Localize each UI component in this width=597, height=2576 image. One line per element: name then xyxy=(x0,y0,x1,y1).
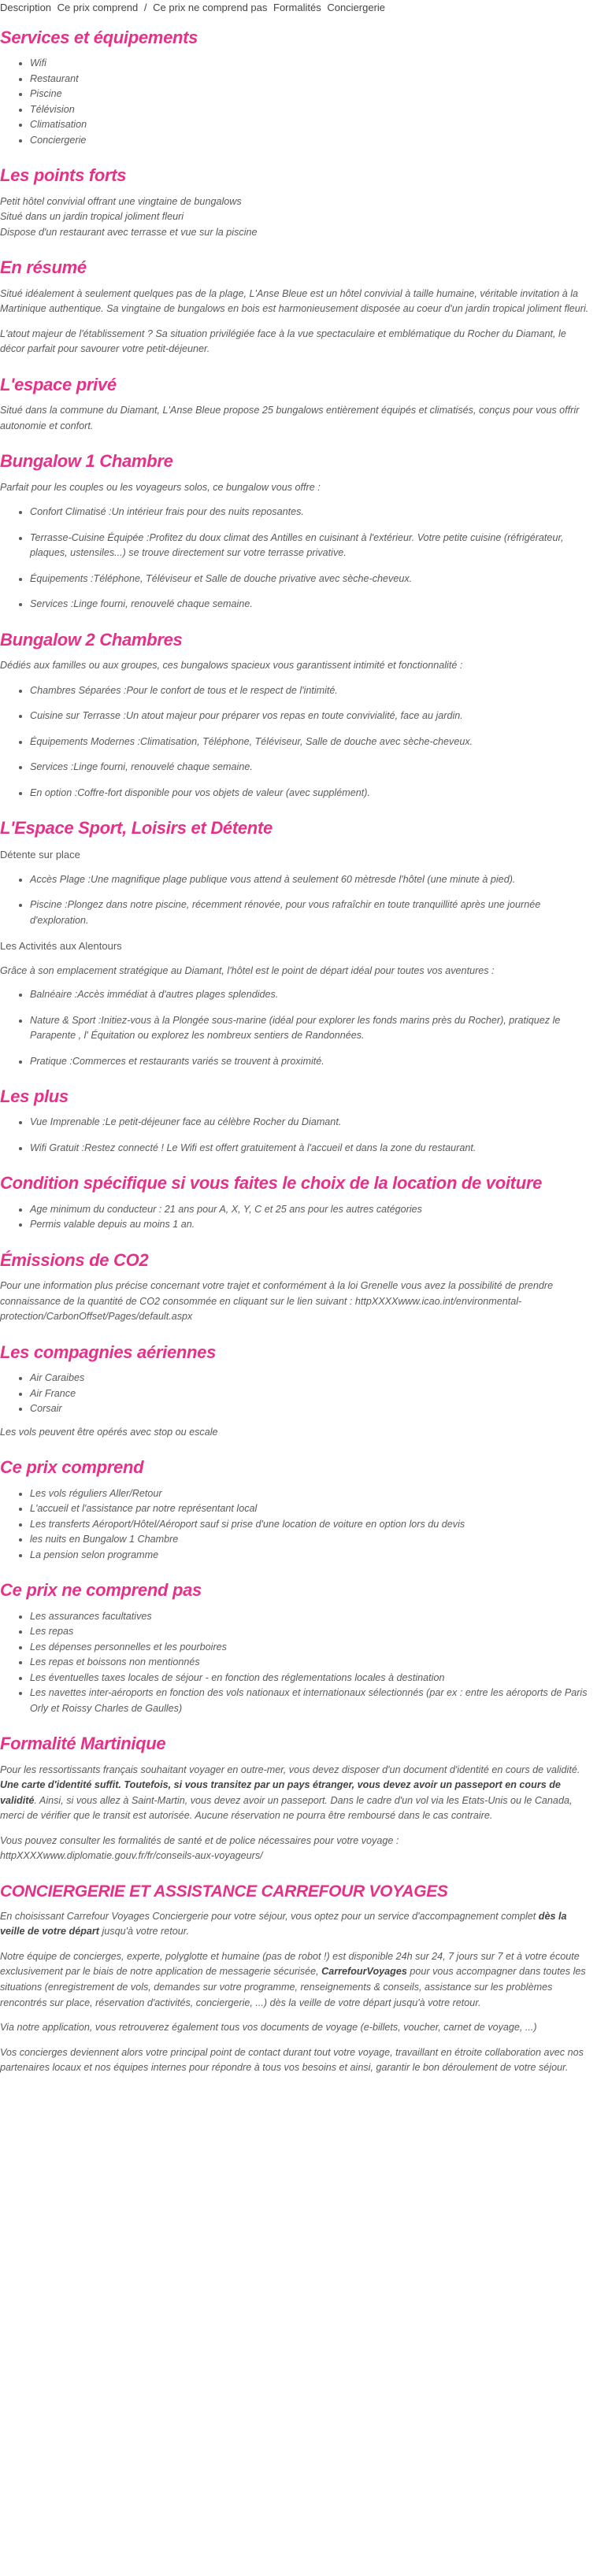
tab-formalites[interactable]: Formalités xyxy=(273,2,321,13)
list-item: • Air France xyxy=(30,1386,591,1402)
list-item: • Piscine :Plongez dans notre piscine, récemment rénovée, pour vous rafraîchir en toute tranquillité après une journée d'exploration. xyxy=(30,898,591,928)
bungalow1-heading: Bungalow 1 Chambre xyxy=(0,451,173,472)
list-item: • Équipements :Téléphone, Téléviseur et Salle de douche privative avec sèche-cheveux. xyxy=(30,572,591,587)
points-forts-heading: Les points forts xyxy=(0,165,127,186)
ne-comprend-list xyxy=(0,1609,591,1717)
list-item: • Climatisation xyxy=(30,117,591,133)
list-item: • L'accueil et l'assistance par notre représentant local xyxy=(30,1501,591,1517)
list-item: • Les transferts Aéroport/Hôtel/Aéroport sauf si prise d'une location de voiture en option lors du devis xyxy=(30,1517,591,1533)
bungalow1-list xyxy=(0,505,591,613)
sport-activites-list xyxy=(0,987,591,1069)
list-item: • Les navettes inter-aéroports en fonction des vols nationaux et internationaux sélectionnés (par ex : entre les aéroports de Paris Orly et Roissy Charles de Gaulles) xyxy=(30,1686,591,1716)
resume-heading: En résumé xyxy=(0,257,87,278)
list-item: • Wifi xyxy=(30,56,591,72)
list-item: • Nature & Sport :Initiez-vous à la Plongée sous-marine (idéal pour explorer les fonds marins près du Rocher), pratiquez le Parapente , l' Équitation ou explorez les nombreux sentiers de Randonnées. xyxy=(30,1013,591,1044)
sport-detente-list xyxy=(0,872,591,929)
list-item: • Age minimum du conducteur : 21 ans pour A, X, Y, C et 25 ans pour les autres catégories xyxy=(30,1202,591,1218)
conciergerie-text-c: jusqu'à votre retour. xyxy=(99,1926,189,1938)
bungalow2-heading: Bungalow 2 Chambres xyxy=(0,629,183,650)
services-list xyxy=(0,56,591,148)
conciergerie-paragraph-2 xyxy=(0,1949,591,2011)
services-heading: Services et équipements xyxy=(0,28,198,47)
points-forts-text xyxy=(0,194,591,241)
list-item: • Cuisine sur Terrasse :Un atout majeur pour préparer vos repas en toute convivialité, face au jardin. xyxy=(30,709,591,724)
resume-paragraph-2: L'atout majeur de l'établissement ? Sa situation privilégiée face à la vue spectaculaire et emblématique du Rocher du Diamant, le décor parfait pour savourer votre petit-déjeuner. xyxy=(0,328,566,355)
tab-ce-prix-ne-comprend-pas[interactable]: Ce prix ne comprend pas xyxy=(153,2,268,13)
conciergerie-text-bold: dès la veille de votre départ xyxy=(0,1910,567,1938)
conciergerie-text-c: pour vous accompagner dans toutes les situations (enregistrement de vols, demandes sur votre programme, renseignements & conseils, assistance sur les problèmes rencontrés sur place, réservation d'activités, conciergerie, ...) dès la veille de votre départ jusqu'à votre retour. xyxy=(0,1966,586,2008)
bungalow2-intro: Dédiés aux familles ou aux groupes, ces bungalows spacieux vous garantissent intimité et fonctionnalité : xyxy=(0,660,463,672)
sport-subheading-activites: Les Activités aux Alentours xyxy=(0,940,122,953)
sport-subheading-detente: Détente sur place xyxy=(0,848,80,861)
list-item: • Les assurances facultatives xyxy=(30,1609,591,1625)
condition-heading: Condition spécifique si vous faites le choix de la location de voiture xyxy=(0,1173,543,1194)
formalite-text-c: . Ainsi, si vous allez à Saint-Martin, vous devez avoir un passeport. Dans le cadre d'un vol via les Etats-Unis ou le Canada, merci de vérifier que le transit est autorisée. Aucune réservation ne pourra être remboursé dans le cas contraire. xyxy=(0,1794,573,1822)
tab-ce-prix-comprend[interactable]: Ce prix comprend xyxy=(57,2,139,13)
formalite-text-a: Pour les ressortissants français souhaitant voyager en outre-mer, vous devez disposer d'un document d'identité en cours de validité. xyxy=(0,1764,580,1775)
list-item: • Confort Climatisé :Un intérieur frais pour des nuits reposantes. xyxy=(30,505,591,520)
list-item: • Restaurant xyxy=(30,72,591,87)
list-item: • Les vols réguliers Aller/Retour xyxy=(30,1486,591,1502)
list-item: • La pension selon programme xyxy=(30,1548,591,1564)
list-item: • les nuits en Bungalow 1 Chambre xyxy=(30,1532,591,1548)
formalite-paragraph-1 xyxy=(0,1763,591,1824)
bungalow1-intro: Parfait pour les couples ou les voyageurs solos, ce bungalow vous offre : xyxy=(0,481,321,493)
tab-separator: / xyxy=(143,2,147,13)
formalite-heading: Formalité Martinique xyxy=(0,1734,166,1754)
co2-paragraph: Pour une information plus précise concernant votre trajet et conformément à la loi Grenelle vous avez la possibilité de prendre connaissance de la quantité de CO2 consommée en cliquant sur le lien suivant : httpXXXXwww.icao.int/environmental-protection/CarbonOffset/Pages/default.aspx xyxy=(0,1280,554,1323)
formalite-text-bold: Une carte d'identité suffit. Toutefois, si vous transitez par un pays étranger, vous devez avoir un passeport en cours de validité xyxy=(0,1779,561,1806)
conciergerie-paragraph-3: Via notre application, vous retrouverez également tous vos documents de voyage (e-billets, voucher, carnet de voyage, ...) xyxy=(0,2022,537,2034)
espace-prive-paragraph: Situé dans la commune du Diamant, L'Anse Bleue propose 25 bungalows entièrement équipés et climatisés, conçus pour vous offrir autonomie et confort. xyxy=(0,405,580,431)
conciergerie-paragraph-1 xyxy=(0,1909,591,1940)
tab-bar xyxy=(0,0,591,13)
compagnies-note: Les vols peuvent être opérés avec stop ou escale xyxy=(0,1426,218,1438)
tab-conciergerie[interactable]: Conciergerie xyxy=(327,2,386,13)
plus-list xyxy=(0,1115,591,1156)
ne-comprend-heading: Ce prix ne comprend pas xyxy=(0,1580,202,1601)
list-item: • Piscine xyxy=(30,87,591,102)
text-line: Situé dans un jardin tropical joliment fleuri xyxy=(0,211,184,223)
co2-heading: Émissions de CO2 xyxy=(0,1249,149,1270)
sport-heading: L'Espace Sport, Loisirs et Détente xyxy=(0,818,273,838)
list-item: • Permis valable depuis au moins 1 an. xyxy=(30,1217,591,1233)
list-item: • Pratique :Commerces et restaurants variés se trouvent à proximité. xyxy=(30,1054,591,1070)
text-line: Dispose d'un restaurant avec terrasse et vue sur la piscine xyxy=(0,226,258,238)
text-line: Petit hôtel convivial offrant une vingtaine de bungalows xyxy=(0,195,242,207)
list-item: • Services :Linge fourni, renouvelé chaque semaine. xyxy=(30,597,591,613)
list-item: • Les repas et boissons non mentionnés xyxy=(30,1655,591,1671)
list-item: • Corsair xyxy=(30,1401,591,1417)
list-item: • Les éventuelles taxes locales de séjour - en fonction des réglementations locales à destination xyxy=(30,1671,591,1686)
list-item: • Vue Imprenable :Le petit-déjeuner face au célèbre Rocher du Diamant. xyxy=(30,1115,591,1131)
list-item: • Air Caraibes xyxy=(30,1371,591,1386)
formalite-paragraph-2: Vous pouvez consulter les formalités de santé et de police nécessaires pour votre voyage : httpXXXXwww.diplomatie.gouv.fr/fr/conseils-aux-voyageurs/ xyxy=(0,1834,399,1862)
plus-heading: Les plus xyxy=(0,1086,69,1107)
list-item: • Télévision xyxy=(30,102,591,118)
list-item: • Wifi Gratuit :Restez connecté ! Le Wifi est offert gratuitement à l'accueil et dans la zone du restaurant. xyxy=(30,1141,591,1157)
list-item: • Les repas xyxy=(30,1624,591,1640)
condition-list xyxy=(0,1202,591,1233)
bungalow2-list xyxy=(0,683,591,801)
list-item: • Conciergerie xyxy=(30,133,591,149)
conciergerie-text-a: Notre équipe de concierges, experte, polyglotte et humaine (pas de robot !) est disponible 24h sur 24, 7 jours sur 7 et à votre écoute exclusivement par le biais de notre application de messagerie sécurisée, xyxy=(0,1950,580,1978)
list-item: • Les dépenses personnelles et les pourboires xyxy=(30,1640,591,1656)
conciergerie-app-name: CarrefourVoyages xyxy=(321,1966,407,1978)
resume-paragraph-1: Situé idéalement à seulement quelques pas de la plage, L'Anse Bleue est un hôtel convivial à taille humaine, véritable invitation à la Martinique authentique. Sa vingtaine de bungalows en bois est harmonieusement disposée au coeur d'un jardin tropical joliment fleuri. xyxy=(0,287,589,315)
list-item: • Chambres Séparées :Pour le confort de tous et le respect de l'intimité. xyxy=(30,683,591,699)
compagnies-list xyxy=(0,1371,591,1417)
comprend-list xyxy=(0,1486,591,1564)
list-item: • Accès Plage :Une magnifique plage publique vous attend à seulement 60 mètresde l'hôtel (une minute à pied). xyxy=(30,872,591,888)
tab-description[interactable]: Description xyxy=(0,2,52,13)
list-item: • Services :Linge fourni, renouvelé chaque semaine. xyxy=(30,760,591,775)
list-item: • En option :Coffre-fort disponible pour vos objets de valeur (avec supplément). xyxy=(30,786,591,801)
conciergerie-paragraph-4: Vos concierges deviennent alors votre principal point de contact durant tout votre voyage, travaillant en étroite collaboration avec nos partenaires locaux et nos équipes internes pour répondre à tous vos besoins et ainsi, garantir le bon déroulement de votre séjour. xyxy=(0,2046,584,2074)
comprend-heading: Ce prix comprend xyxy=(0,1457,144,1478)
list-item: • Équipements Modernes :Climatisation, Téléphone, Téléviseur, Salle de douche avec sèche-cheveux. xyxy=(30,735,591,750)
sport-intro-activites: Grâce à son emplacement stratégique au Diamant, l'hôtel est le point de départ idéal pour toutes vos aventures : xyxy=(0,965,495,977)
espace-prive-heading: L'espace privé xyxy=(0,374,117,394)
list-item: • Terrasse-Cuisine Équipée :Profitez du doux climat des Antilles en cuisinant à l'extérieur. Votre petite cuisine (réfrigérateur, plaques, ustensiles...) se trouve directement sur votre terrasse privative. xyxy=(30,531,591,561)
compagnies-heading: Les compagnies aériennes xyxy=(0,1342,217,1362)
conciergerie-heading: CONCIERGERIE ET ASSISTANCE CARREFOUR VOYAGES xyxy=(0,1882,448,1901)
list-item: • Balnéaire :Accès immédiat à d'autres plages splendides. xyxy=(30,987,591,1003)
conciergerie-text-a: En choisissant Carrefour Voyages Conciergerie pour votre séjour, vous optez pour un service d'accompagnement complet xyxy=(0,1910,539,1922)
